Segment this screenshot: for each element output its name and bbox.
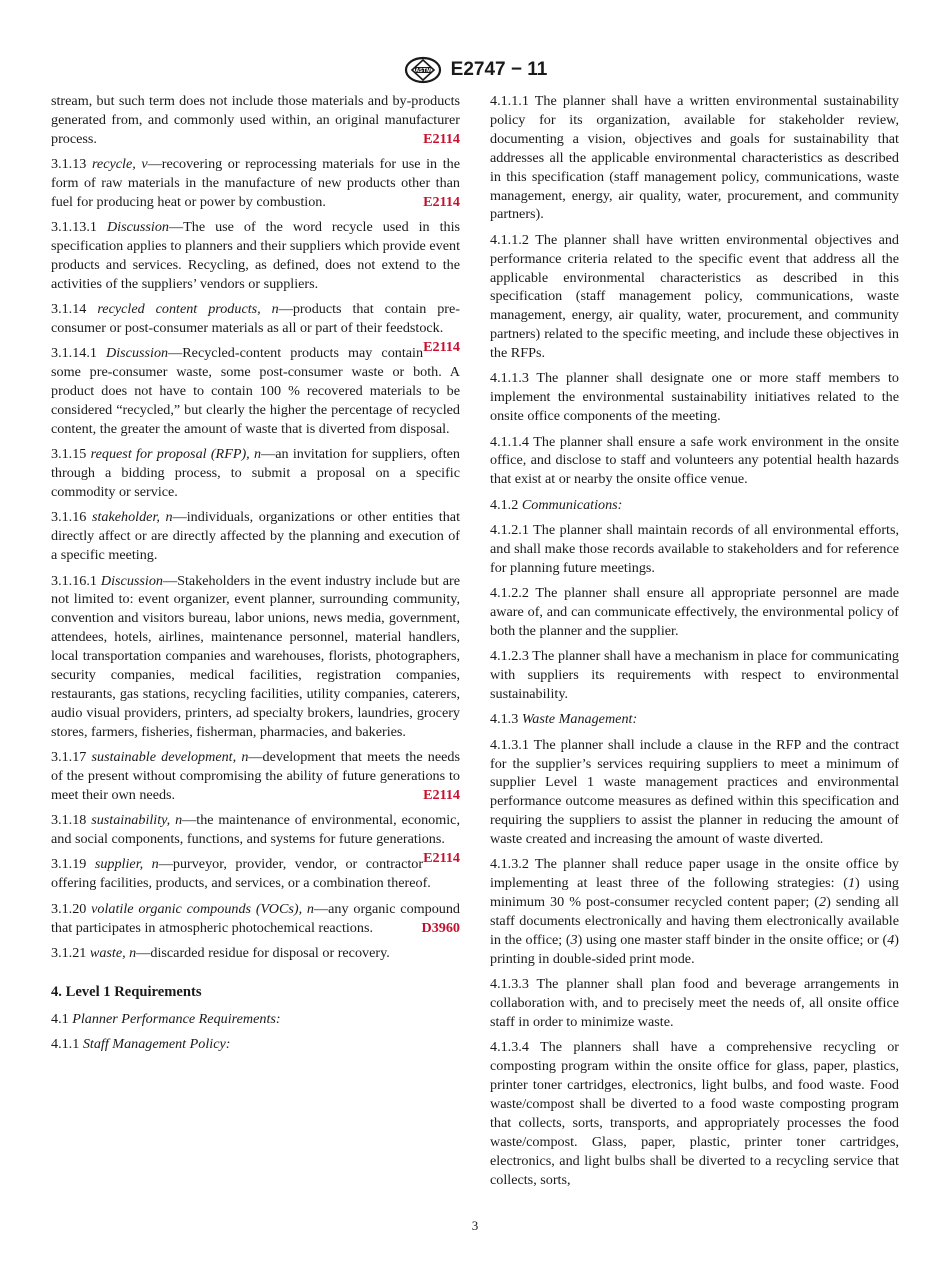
italic-term: 3 — [570, 932, 578, 949]
text-run: 4.1.1.4 The planner shall ensure a safe work environment in the onsite office, and disclose to staff and volunteers any potential health hazards that exist at or nearby the onsite office venue. — [490, 433, 899, 488]
text-run: —an invitation for suppliers, often through a bidding process, to submit a proposal on a specific commodity or service. — [51, 446, 461, 501]
italic-term: Discussion — [106, 345, 169, 362]
italic-term: Staff Management Policy: — [82, 1035, 231, 1052]
italic-term: supplier, n — [94, 856, 159, 873]
paragraph — [51, 855, 460, 893]
reference-link[interactable]: E2114 — [423, 850, 460, 867]
italic-term: recycled content products, n — [97, 301, 279, 318]
paragraph — [51, 445, 460, 502]
paragraph — [490, 231, 899, 363]
paragraph — [490, 736, 899, 849]
paragraph — [490, 92, 899, 224]
italic-term: request for proposal (RFP), n — [90, 446, 262, 463]
text-run: 4.1.2.2 The planner shall ensure all appropriate personnel are made aware of, and can communicate effectively, the environmental policy of both the planner and the supplier. — [490, 585, 899, 639]
italic-term: Communications: — [521, 496, 623, 513]
paragraph — [51, 155, 460, 212]
reference-link[interactable]: E2114 — [423, 786, 460, 803]
paragraph — [51, 344, 460, 439]
text-run: 4.1 — [51, 1010, 73, 1027]
text-run: —the maintenance of environmental, economic, and social components, functions, and systems for future generations. — [51, 812, 460, 848]
text-run: 4.1.3.2 The planner shall reduce paper usage in the onsite office by implementing at least three of the following strategies: ( — [490, 856, 899, 892]
text-run: —individuals, organizations or other entities that directly affect or are directly affected by the planning and execution of a specific meeting. — [51, 509, 461, 564]
italic-term: waste, n — [89, 944, 137, 961]
paragraph — [51, 900, 460, 938]
text-run: 3.1.13.1 — [51, 219, 107, 236]
paragraph — [490, 496, 899, 515]
paragraph — [51, 748, 460, 805]
text-run: 4.1.3 — [490, 711, 522, 728]
italic-term: sustainability, n — [91, 812, 183, 829]
text-run: 4.1.3.3 The planner shall plan food and beverage arrangements in collaboration with, and to precisely meet the needs of, all onsite office staff in order to minimize waste. — [490, 976, 899, 1031]
paragraph — [490, 1038, 899, 1189]
text-run: ) printing in double-sided print mode. — [490, 932, 899, 967]
text-run: 3.1.14 — [51, 301, 98, 318]
text-run: 3.1.19 — [51, 856, 95, 873]
section-heading — [51, 983, 460, 1002]
italic-term: Planner Performance Requirements: — [72, 1010, 281, 1027]
paragraph — [51, 218, 460, 294]
paragraph — [51, 572, 460, 742]
text-run: 3.1.13 — [51, 156, 92, 173]
text-run: 4.1.3.1 The planner shall include a clause in the RFP and the contract for the supplier’s services requiring suppliers to meet a minimum of supplier Level 1 waste management practices and environmental performance outcome measures as defined within this specification and requiring the suppliers to assist the planner in reducing the amount of waste created and increasing the amount of waste diverted. — [490, 736, 899, 848]
text-run: 4.1.1.3 The planner shall designate one or more staff members to implement the environmental sustainability initiatives related to the onsite office components of the meeting. — [490, 370, 899, 425]
text-run: 4.1.1.1 The planner shall have a written environmental sustainability policy for its organization, available for stakeholder review, documenting a vision, objectives and goals for sustainability that addresses all the applicable environmental characteristics as described in this specification (staff management policy, communications, waste management, energy, air quality, water, procurement, and community partners). — [490, 93, 899, 223]
italic-term: sustainable development, n — [91, 749, 249, 766]
text-run: —Stakeholders in the event industry include but are not limited to: event organizer, event planner, surrounding community, convention and visitors bureau, labor unions, news media, government, attendees, hotels, airlines, maintenance personnel, material handlers, local transportation companies and warehouses, florists, photographers, security companies, medical facilities, registration companies, restaurants, gas stations, recycling facilities, utility companies, caterers, audio visual providers, printers, ad specialty brokers, laundries, grocery stores, farmers, fisheries, fisherman, pharmacies, and bakeries. — [51, 572, 460, 740]
italic-term: Discussion — [106, 219, 170, 236]
right-column — [490, 92, 899, 1196]
reference-link[interactable]: D3960 — [421, 919, 460, 936]
paragraph — [490, 433, 899, 490]
text-run: ) using one master staff binder in the onsite office; or ( — [577, 932, 888, 949]
text-run: 4.1.2 — [490, 496, 522, 513]
text-run: —products that contain pre-consumer or post-consumer materials as all or part of their feedstock. — [51, 301, 460, 337]
text-run: 3.1.16.1 — [51, 572, 101, 589]
text-run: 4.1.3.4 The planners shall have a comprehensive recycling or composting program within the onsite office for glass, paper, plastics, printer toner cartridges, electronics, light bulbs, and food waste. Food waste/compost shall be diverted to a food waste composting program that collects, sorts, transports, and appropriately processes the food waste/compost. Glass, paper, plastic, printer toner cartridges, electronics, and light bulbs shall be diverted to a recycling service that collects, sorts, — [490, 1039, 899, 1188]
text-run: —any organic compound that participates in atmospheric photochemical reactions. — [51, 900, 461, 936]
paragraph — [490, 975, 899, 1032]
text-run: ) using minimum 30 % post-consumer recycled content paper; ( — [490, 875, 899, 911]
page-number: 3 — [471, 1218, 479, 1233]
paragraph — [490, 647, 899, 704]
text-run: 3.1.17 — [51, 749, 92, 766]
paragraph — [51, 508, 460, 565]
italic-term: stakeholder, n — [91, 509, 173, 526]
italic-term: 4 — [887, 932, 895, 949]
left-column — [51, 92, 460, 1060]
text-run: 4.1.1.2 The planner shall have written environmental objectives and performance criteria related to the specific event that address all the applicable environmental characteristics as described in this specification (staff management policy, communications, waste management, energy, air quality, water, procurement, and community partners) related to the specific meeting, and include these objectives in the RFPs. — [490, 231, 899, 362]
text-run: —purveyor, provider, vendor, or contractor offering facilities, products, and services, or a combination thereof. — [51, 856, 431, 892]
paragraph — [490, 584, 899, 641]
text-run: 3.1.18 — [51, 812, 92, 829]
standard-designation: E2747 − 11 — [450, 59, 548, 80]
paragraph — [51, 944, 460, 963]
astm-logo-icon — [403, 56, 443, 84]
text-run: 3.1.14.1 — [51, 345, 107, 362]
text-run: —discarded residue for disposal or recovery. — [136, 944, 390, 961]
reference-link[interactable]: E2114 — [423, 193, 460, 210]
italic-term: volatile organic compounds (VOCs), n — [91, 900, 315, 917]
text-run: —Recycled-content products may contain some pre-consumer waste, some post-consumer waste or both. A product does not have to contain 100 % recovered materials to be considered “recycled,” but clearly the higher the percentage of recycled content, the greater the amount of waste that is diverted from disposal. — [51, 345, 460, 438]
paragraph — [51, 1035, 460, 1054]
paragraph — [490, 855, 899, 968]
text-run: —recovering or reprocessing materials for use in the form of raw materials in the manufacture of new products other than fuel for producing heat or power by combustion. — [51, 156, 460, 210]
paragraph — [490, 369, 899, 426]
paragraph — [490, 710, 899, 729]
italic-term: recycle, v — [91, 156, 148, 173]
paragraph — [490, 521, 899, 578]
text-run: 3.1.16 — [51, 509, 92, 526]
paragraph — [51, 1010, 460, 1029]
text-run: 4.1.2.1 The planner shall maintain records of all environmental efforts, and shall make those records available to stakeholders and for reference for planning future meetings. — [490, 521, 899, 576]
text-run: 3.1.20 — [51, 900, 92, 917]
reference-link[interactable]: E2114 — [423, 339, 460, 356]
italic-term: Waste Management: — [521, 711, 638, 728]
text-run: 4.1.1 — [51, 1035, 83, 1052]
text-run: —The use of the word recycle used in this specification applies to planners and their suppliers which provide event products and services. Recycling, as defined, does not extend to the activities of the suppliers’ vendors or suppliers. — [51, 219, 460, 292]
text-run: 4.1.2.3 The planner shall have a mechanism in place for communicating with suppliers its requirements with respect to environmental sustainability. — [490, 648, 899, 703]
page-header — [0, 56, 950, 89]
text-run: 3.1.21 — [51, 944, 90, 961]
text-run: —development that meets the needs of the present without compromising the ability of future generations to meet their own needs. — [51, 749, 460, 803]
text-run: 4. Level 1 Requirements — [51, 983, 202, 1000]
text-run: 3.1.15 — [51, 446, 91, 463]
italic-term: Discussion — [100, 572, 163, 589]
text-run: stream, but such term does not include those materials and by-products generated from, and commonly used within, an original manufacturer process. — [51, 93, 460, 147]
italic-term: 2 — [819, 894, 827, 911]
svg-text:ASTM: ASTM — [414, 68, 431, 74]
italic-term: 1 — [847, 875, 856, 892]
text-run: ) sending all staff documents electronically and having them electronically available in the office; ( — [490, 894, 899, 949]
paragraph — [51, 92, 460, 149]
reference-link[interactable]: E2114 — [423, 130, 460, 147]
